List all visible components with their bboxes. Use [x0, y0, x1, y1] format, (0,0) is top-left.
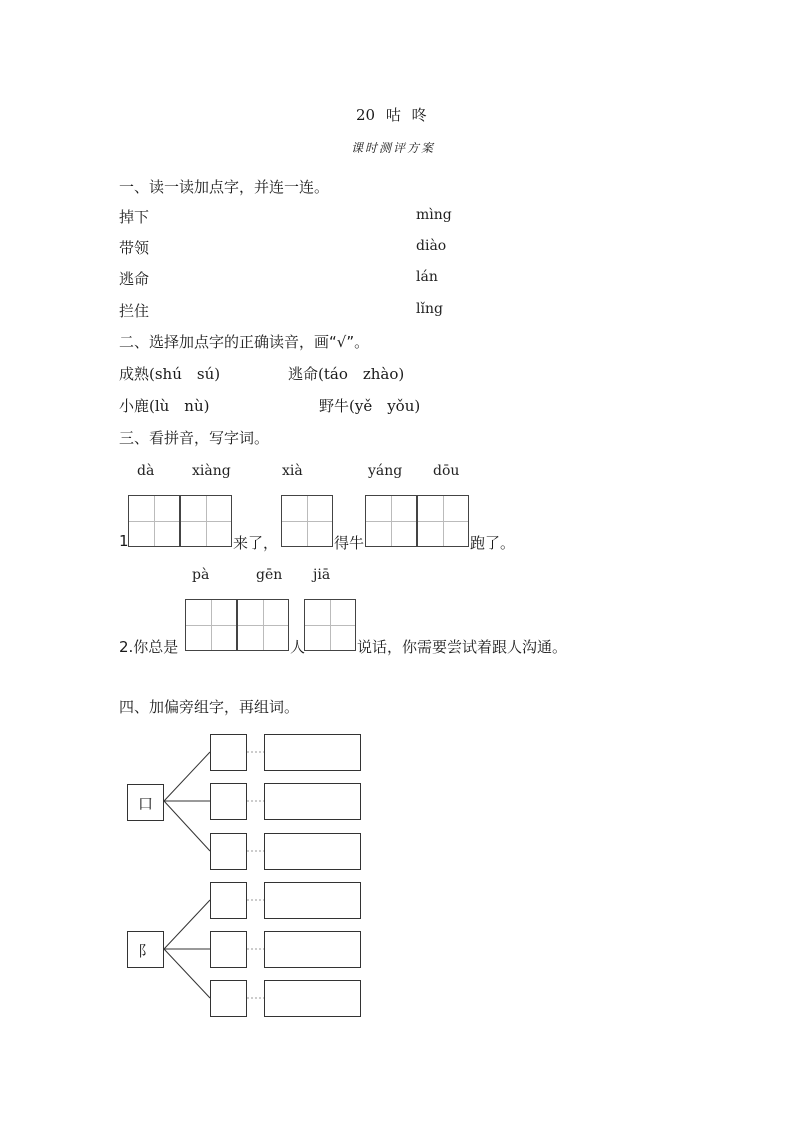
- write-pinyin: xià: [282, 463, 303, 479]
- radical-label: 口: [137, 795, 153, 813]
- word-answer-box[interactable]: [264, 783, 361, 820]
- match-pinyin: lán: [416, 269, 438, 285]
- radical-box: [127, 784, 164, 821]
- choice-item: 野牛(yě yǒu): [319, 397, 421, 415]
- character-answer-box[interactable]: [210, 980, 247, 1017]
- section1-heading: 一、读一读加点字，并连一连。: [119, 178, 330, 196]
- sentence-text: 说话，你需要尝试着跟人沟通。: [357, 638, 568, 656]
- match-word: 掉下: [119, 208, 150, 226]
- character-answer-box[interactable]: [210, 734, 247, 771]
- choice-item: 小鹿(lù nù): [119, 397, 210, 415]
- match-pinyin: mìng: [416, 207, 452, 223]
- section3-heading: 三、看拼音，写字词。: [119, 429, 270, 447]
- section2-heading: 二、选择加点字的正确读音，画“√”。: [119, 333, 370, 351]
- write-pinyin: dōu: [433, 463, 460, 479]
- sentence-text: 人: [290, 638, 306, 656]
- sentence-text: 来了，: [233, 534, 279, 552]
- write-pinyin: yáng: [368, 463, 403, 479]
- sentence-text: 得牛: [334, 534, 365, 552]
- radical-label: 阝: [137, 942, 153, 960]
- write-pinyin: xiàng: [192, 463, 231, 479]
- character-answer-box[interactable]: [210, 783, 247, 820]
- write-pinyin: pà: [192, 567, 210, 583]
- word-answer-box[interactable]: [264, 882, 361, 919]
- character-answer-box[interactable]: [210, 833, 247, 870]
- word-answer-box[interactable]: [264, 734, 361, 771]
- word-answer-box[interactable]: [264, 980, 361, 1017]
- sentence-number: 1: [119, 532, 129, 550]
- match-pinyin: lǐng: [416, 301, 443, 317]
- choice-item: 成熟(shú sú): [119, 365, 221, 383]
- page-title: 20 咕 咚: [356, 106, 427, 124]
- section4-heading: 四、加偏旁组字，再组词。: [119, 698, 300, 716]
- character-answer-box[interactable]: [210, 882, 247, 919]
- word-answer-box[interactable]: [264, 833, 361, 870]
- word-answer-box[interactable]: [264, 931, 361, 968]
- choice-item: 逃命(táo zhào): [288, 365, 405, 383]
- sentence-text: 跑了。: [470, 534, 516, 552]
- match-word: 逃命: [119, 270, 150, 288]
- sentence-number: 2.你总是: [119, 638, 179, 656]
- match-word: 拦住: [119, 302, 150, 320]
- character-answer-box[interactable]: [210, 931, 247, 968]
- write-pinyin: jiā: [313, 567, 331, 583]
- write-pinyin: gēn: [256, 567, 283, 583]
- radical-box: [127, 931, 164, 968]
- page-subtitle: 课时测评方案: [351, 141, 436, 155]
- write-pinyin: dà: [137, 463, 155, 479]
- match-word: 带领: [119, 239, 150, 257]
- match-pinyin: diào: [416, 238, 447, 254]
